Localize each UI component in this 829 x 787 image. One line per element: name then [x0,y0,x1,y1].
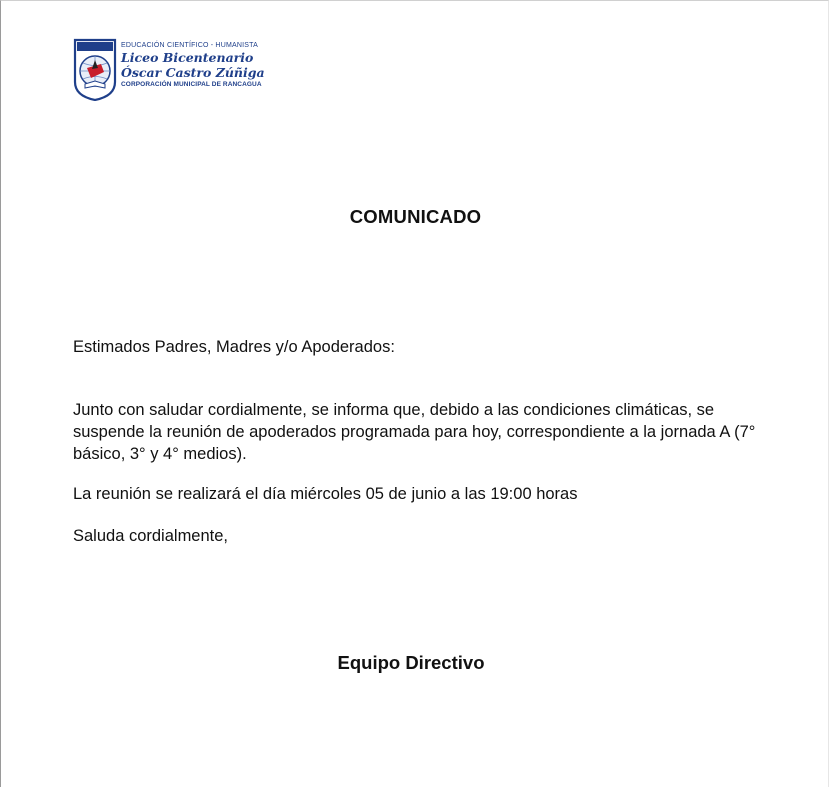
meeting-notice: La reunión se realizará el día miércoles 05 de junio a las 19:00 horas [73,485,578,503]
signature: Equipo Directivo [337,652,485,673]
closing-text: Saluda cordialmente, [73,527,229,545]
body-paragraph: Junto con saludar cordialmente, se informa que, debido a las condiciones climáticas, se suspende la reunión de apoderados programada para hoy, correspondiente a la jornada A (7° básico, 3° y 4° medios). [73,401,756,463]
greeting-text: Estimados Padres, Madres y/o Apoderados: [73,338,395,356]
school-name-line2: Óscar Castro Zúñiga [121,65,265,80]
letterhead-tagline: EDUCACIÓN CIENTÍFICO - HUMANISTA [121,42,258,49]
document-title: COMUNICADO [349,206,482,227]
school-crest-logo [73,38,117,101]
letterhead-corporation: CORPORACIÓN MUNICIPAL DE RANCAGUA [121,81,262,88]
school-letterhead [72,37,272,103]
school-name-line1: Liceo Bicentenario [121,50,254,65]
